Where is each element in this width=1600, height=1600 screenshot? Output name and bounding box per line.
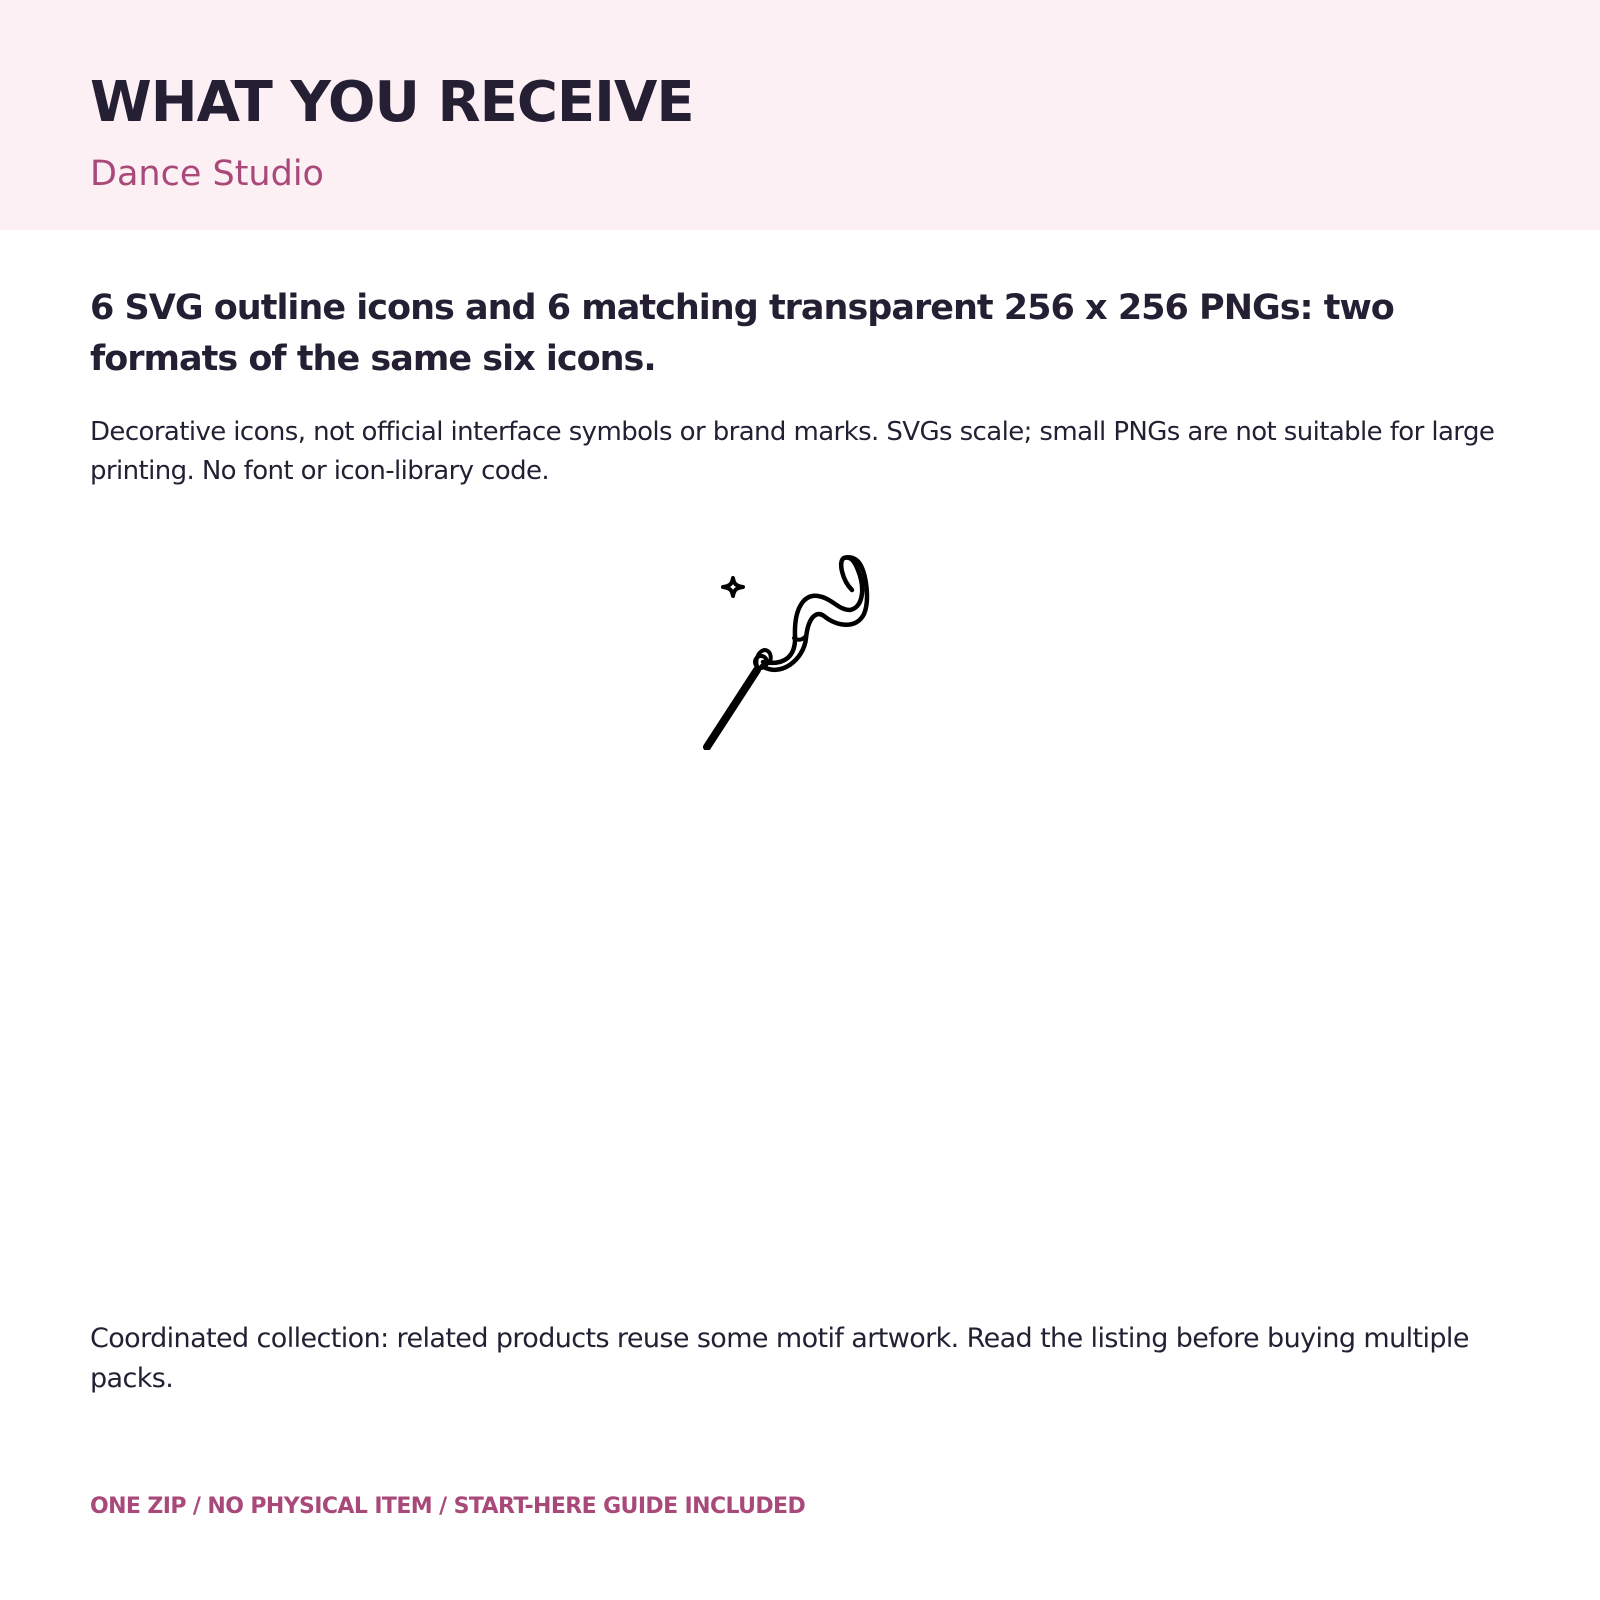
page-title: WHAT YOU RECEIVE: [90, 70, 694, 135]
ribbon-wand-icon: [700, 550, 890, 750]
collection-note: Coordinated collection: related products reuse some motif artwork. Read the listing before buying multiple packs.: [90, 1323, 1469, 1394]
product-disclaimer: Decorative icons, not official interface symbols or brand marks. SVGs scale; small PNGs are not suitable for large printing. No font or icon-library code.: [90, 417, 1495, 486]
product-headline: 6 SVG outline icons and 6 matching transparent 256 x 256 PNGs: two formats of the same six icons.: [90, 288, 1394, 379]
sparkle-icon: [723, 578, 743, 596]
header-band: [0, 0, 1600, 230]
footer-tag: ONE ZIP / NO PHYSICAL ITEM / START-HERE GUIDE INCLUDED: [90, 1494, 806, 1519]
page-subtitle: Dance Studio: [90, 154, 324, 194]
